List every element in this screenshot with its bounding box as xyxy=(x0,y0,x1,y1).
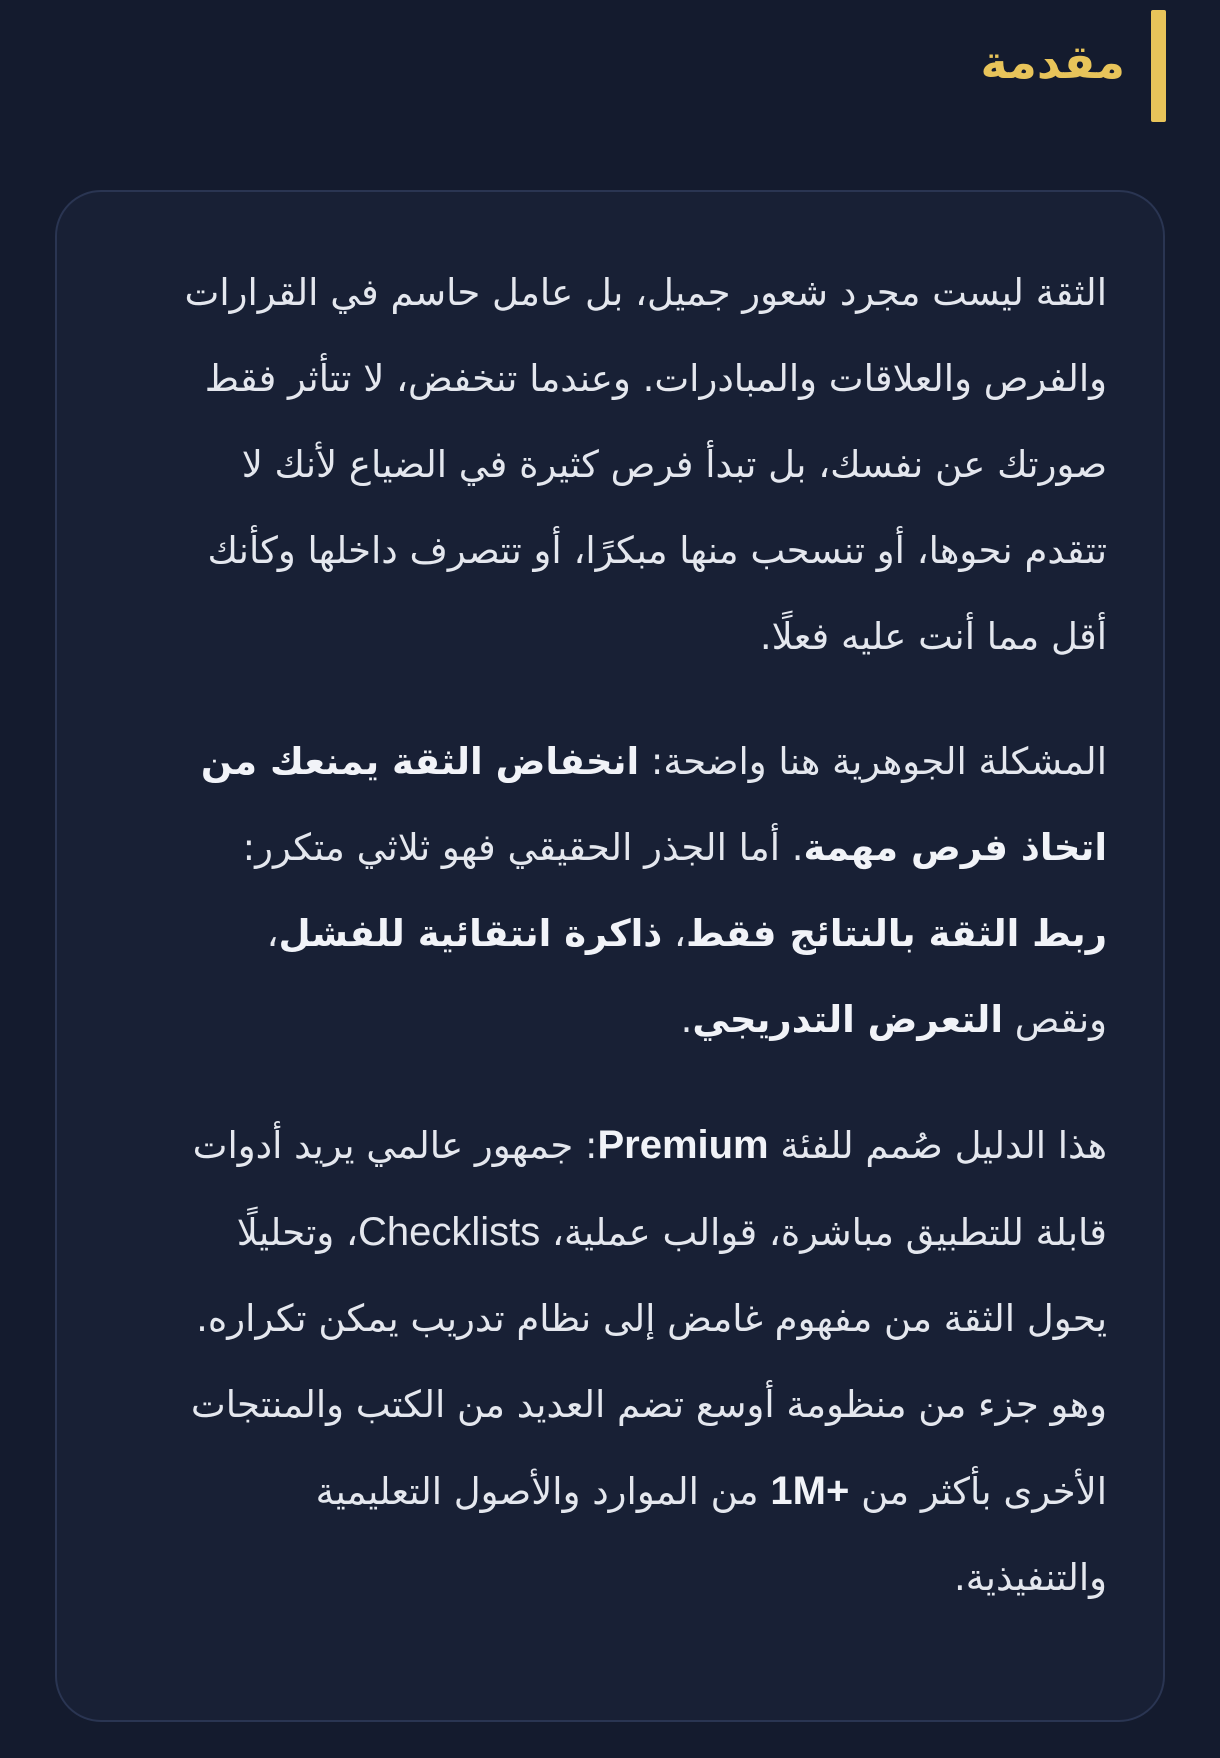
section-header xyxy=(980,10,1166,122)
root-cause-1: ربط الثقة بالنتائج فقط xyxy=(685,912,1107,955)
checklists-label: Checklists xyxy=(358,1210,541,1254)
paragraph-2-text: المشكلة الجوهرية هنا واضحة: xyxy=(639,740,1107,783)
separator: ، ونقص xyxy=(266,912,1107,1041)
paragraph-2-end: . xyxy=(680,998,693,1041)
paragraph-3 xyxy=(167,1102,1107,1621)
intro-card xyxy=(55,190,1165,1722)
paragraph-3-text: : جمهور عالمي يريد أدوات قابلة للتطبيق مباشرة، قوالب عملية، xyxy=(192,1124,1107,1254)
separator: ، xyxy=(662,912,686,955)
paragraph-3-text: من الموارد والأصول التعليمية والتنفيذية. xyxy=(315,1470,1107,1599)
paragraph-3-text: هذا الدليل صُمم للفئة xyxy=(768,1124,1107,1167)
paragraph-2-text: . أما الجذر الحقيقي فهو ثلاثي متكرر: xyxy=(242,826,804,869)
resource-count: 1M+ xyxy=(770,1469,850,1513)
paragraph-2 xyxy=(167,719,1107,1063)
paragraph-1: الثقة ليست مجرد شعور جميل، بل عامل حاسم في القرارات والفرص والعلاقات والمبادرات. وعندما تنخفض، لا تتأثر فقط صورتك عن نفسك، بل تبدأ فرص كثيرة في الضياع لأنك لا تتقدم نحوها، أو تنسحب منها مبكرًا، أو تتصرف داخلها وكأنك أقل مما أنت عليه فعلًا. xyxy=(184,271,1107,658)
core-problem-text: انخفاض الثقة يمنعك من اتخاذ فرص مهمة xyxy=(200,740,1107,869)
accent-bar xyxy=(1151,10,1166,122)
premium-label: Premium xyxy=(597,1123,769,1167)
section-title: مقدمة xyxy=(980,35,1125,89)
root-cause-2: ذاكرة انتقائية للفشل xyxy=(278,912,663,955)
paragraph-3-text: ، وتحليلًا يحول الثقة من مفهوم غامض إلى نظام تدريب يمكن تكراره. وهو جزء من منظومة أوسع تضم العديد من الكتب والمنتجات الأخرى بأكثر من xyxy=(190,1211,1107,1513)
root-cause-3: التعرض التدريجي xyxy=(692,998,1004,1041)
